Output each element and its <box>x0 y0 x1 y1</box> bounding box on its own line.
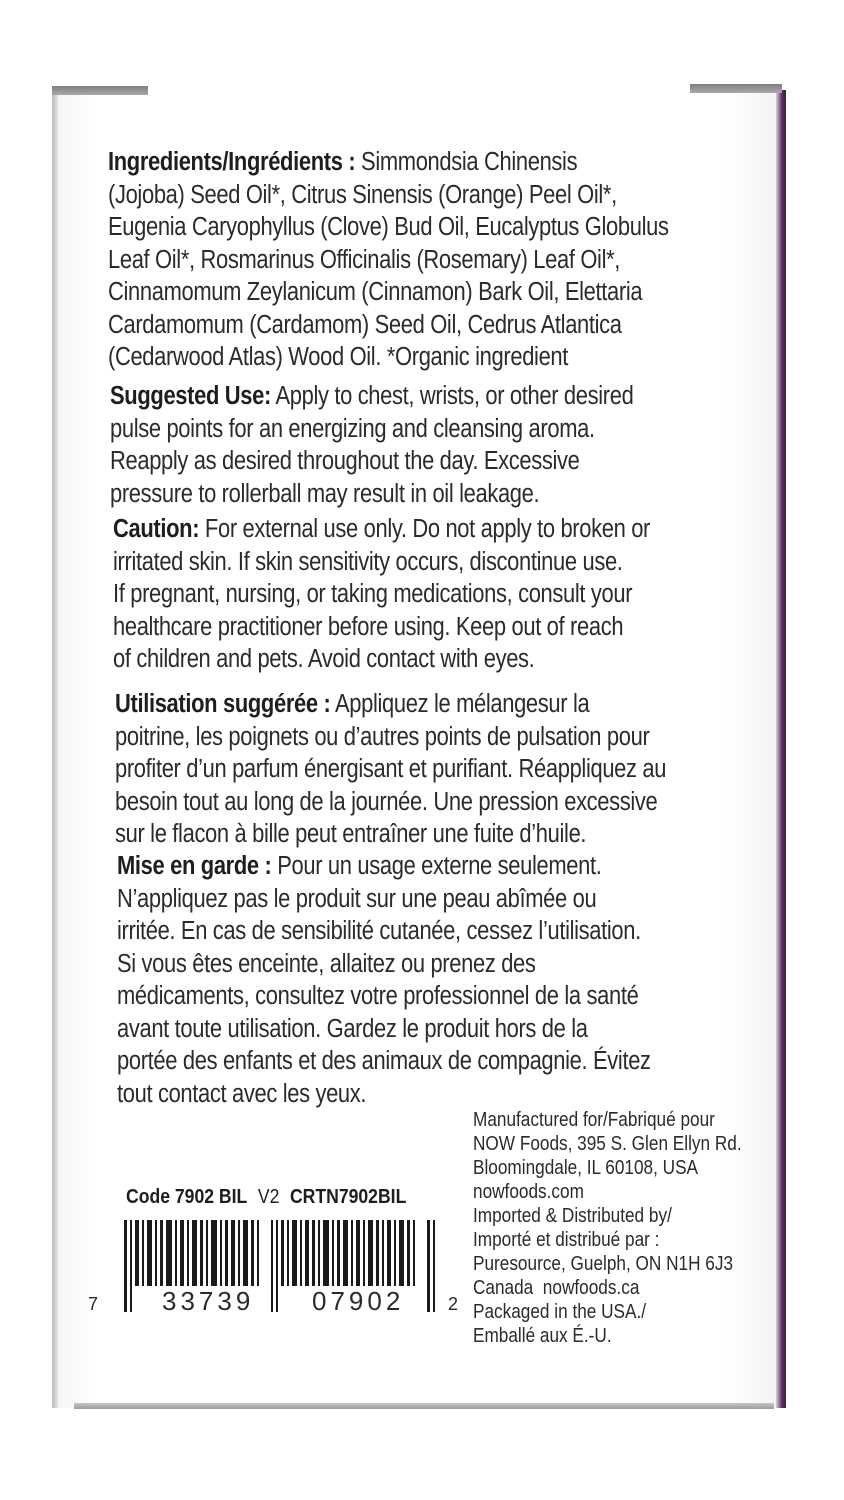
manufacturer-line: Manufactured for/Fabriqué pour <box>473 1109 715 1131</box>
mise-en-garde-section <box>117 850 736 1110</box>
manufacturer-line: Canada nowfoods.ca <box>473 1277 640 1299</box>
version-code: V2 <box>257 1186 280 1208</box>
suggested-use-heading: Suggested Use: <box>110 382 271 410</box>
barcode-area <box>88 1186 468 1326</box>
carton-top-left-tab <box>52 86 148 95</box>
barcode-right-digit: 2 <box>448 1294 459 1314</box>
mise-en-garde-line: médicaments, consultez votre professionnel de la santé <box>117 982 639 1010</box>
manufacturer-line: Imported & Distributed by/ <box>473 1205 672 1227</box>
utilisation-line: besoin tout au long de la journée. Une pression excessive <box>115 787 658 816</box>
suggested-use-section <box>110 380 729 510</box>
ingredients-line: Cinnamomum Zeylanicum (Cinnamon) Bark Oil, Elettaria <box>108 278 643 306</box>
barcode-digits-right-group: 07902 <box>312 1286 405 1316</box>
caution-heading: Caution: <box>113 515 200 543</box>
utilisation-section <box>115 688 734 851</box>
carton-left-edge <box>52 90 58 1408</box>
mise-en-garde-line: Pour un usage externe seulement. <box>271 852 602 880</box>
ingredients-line: Simmondsia Chinensis <box>355 148 578 176</box>
carton-right-edge <box>776 90 786 1408</box>
carton-bottom-edge <box>74 1403 774 1409</box>
mise-en-garde-line: irritée. En cas de sensibilité cutanée, cessez l’utilisation. <box>117 917 641 945</box>
caution-line: For external use only. Do not apply to broken or <box>199 515 651 543</box>
mise-en-garde-line: tout contact avec les yeux. <box>117 1079 367 1108</box>
caution-line: If pregnant, nursing, or taking medications, consult your <box>113 580 633 608</box>
ingredients-section <box>108 146 727 374</box>
caution-line: irritated skin. If skin sensitivity occurs, discontinue use. <box>113 547 623 576</box>
suggested-use-line: pulse points for an energizing and cleansing aroma. <box>110 414 595 443</box>
ingredients-line: Leaf Oil*, Rosmarinus Officinalis (Rosemary) Leaf Oil*, <box>108 245 621 274</box>
ingredients-line: (Jojoba) Seed Oil*, Citrus Sinensis (Orange) Peel Oil*, <box>108 180 617 209</box>
ingredients-line: (Cedarwood Atlas) Wood Oil. *Organic ingredient <box>108 343 569 371</box>
manufacturer-line: Puresource, Guelph, ON N1H 6J3 <box>473 1253 734 1275</box>
utilisation-line: Appliquez le mélangesur la <box>330 690 590 718</box>
mise-en-garde-heading: Mise en garde : <box>117 852 272 880</box>
carton-top-right-tab <box>690 84 782 93</box>
ingredients-heading: Ingredients/Ingrédients : <box>108 148 356 176</box>
caution-section <box>113 513 732 676</box>
manufacturer-line: NOW Foods, 395 S. Glen Ellyn Rd. <box>473 1133 742 1155</box>
caution-line: of children and pets. Avoid contact with eyes. <box>113 645 535 673</box>
mise-en-garde-line: avant toute utilisation. Gardez le produit hors de la <box>117 1014 588 1043</box>
suggested-use-line: Reapply as desired throughout the day. Excessive <box>110 447 580 475</box>
suggested-use-line: pressure to rollerball may result in oil leakage. <box>110 479 540 508</box>
utilisation-heading: Utilisation suggérée : <box>115 690 331 718</box>
mise-en-garde-line: N’appliquez pas le produit sur une peau abîmée ou <box>117 884 597 913</box>
utilisation-line: sur le flacon à bille peut entraîner une fuite d’huile. <box>115 820 587 848</box>
carton-code: CRTN7902BIL <box>289 1186 407 1208</box>
manufacturer-line: Packaged in the USA./ <box>473 1301 647 1323</box>
caution-line: healthcare practitioner before using. Keep out of reach <box>113 612 624 641</box>
manufacturer-line: Importé et distribué par : <box>473 1229 660 1251</box>
suggested-use-line: Apply to chest, wrists, or other desired <box>270 382 634 410</box>
utilisation-line: profiter d’un parfum énergisant et purifiant. Réappliquez au <box>115 755 667 783</box>
product-code-line <box>126 1186 406 1209</box>
mise-en-garde-line: portée des enfants et des animaux de compagnie. Évitez <box>117 1047 651 1075</box>
utilisation-line: poitrine, les poignets ou d’autres points de pulsation pour <box>115 722 650 751</box>
manufacturer-line: Emballé aux É.-U. <box>473 1325 612 1347</box>
manufacturer-line: Bloomingdale, IL 60108, USA <box>473 1157 699 1179</box>
mise-en-garde-line: Si vous êtes enceinte, allaitez ou prenez des <box>117 949 536 978</box>
manufacturer-info <box>473 1108 742 1348</box>
barcode-digits-left-group: 33739 <box>162 1286 255 1316</box>
ingredients-line: Cardamomum (Cardamom) Seed Oil, Cedrus Atlantica <box>108 310 622 339</box>
ingredients-line: Eugenia Caryophyllus (Clove) Bud Oil, Eucalyptus Globulus <box>108 213 669 241</box>
manufacturer-line: nowfoods.com <box>473 1181 584 1203</box>
barcode-left-digit: 7 <box>88 1294 99 1314</box>
product-code: Code 7902 BIL <box>126 1186 248 1208</box>
